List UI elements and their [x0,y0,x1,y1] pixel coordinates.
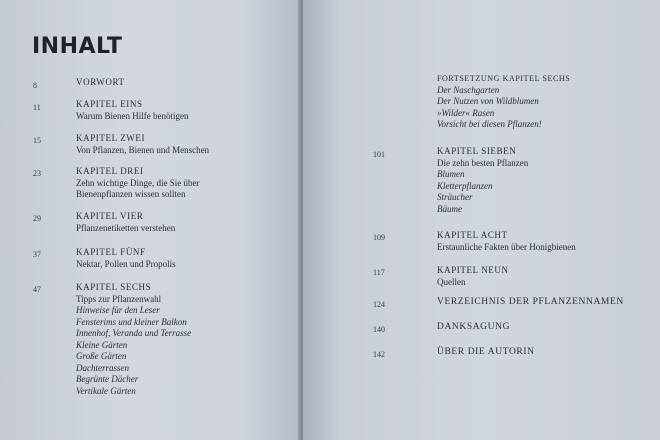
toc-subtitle: Nektar, Pollen und Propolis [76,258,176,269]
toc-heading: KAPITEL FÜNF [76,247,146,257]
toc-heading: KAPITEL EINS [76,99,143,109]
page-title: INHALT [32,34,123,59]
page-number: 15 [33,136,41,145]
toc-heading: KAPITEL VIER [76,211,144,221]
toc-section: Bäume [437,203,462,214]
page-number: 37 [33,250,41,259]
toc-entry-kapitel-sechs [76,282,191,397]
page-number: 124 [373,300,385,309]
page-number: 47 [33,285,41,294]
toc-heading: KAPITEL DREI [76,166,144,176]
toc-section: Vorsicht bei diesen Pflanzen! [437,119,542,129]
toc-section: Große Gärten [76,351,127,361]
toc-entry-ueber-die-autorin [437,347,535,359]
toc-section: Fensterims und kleiner Balkon [76,316,187,327]
toc-section: Dachterrassen [76,362,129,373]
toc-heading: KAPITEL NEUN [437,265,509,275]
toc-section: Blumen [437,169,465,179]
page-number: 11 [33,103,41,112]
toc-entry-kapitel-eins [76,99,189,122]
toc-entry-kapitel-neun [437,265,509,288]
page-number: 142 [373,350,385,359]
toc-subtitle: Von Pflanzen, Bienen und Menschen [76,144,210,155]
toc-entry-verzeichnis [437,297,624,309]
toc-heading: KAPITEL ZWEI [76,133,146,143]
page-number: 109 [373,233,385,242]
toc-entry-kapitel-zwei [76,133,209,156]
toc-subtitle: Die zehn besten Pflanzen [437,157,529,168]
toc-subtitle: Quellen [437,276,466,287]
page-number: 101 [373,150,385,159]
toc-heading: FORTSETZUNG KAPITEL SECHS [437,74,571,83]
toc-subtitle: Erstaunliche Fakten über Honigbienen [437,241,576,252]
toc-section: Vertikale Gärten [76,385,136,396]
right-page [303,0,660,440]
page-number: 140 [373,325,385,334]
left-page [0,0,300,440]
toc-heading: KAPITEL SIEBEN [437,146,517,156]
toc-heading: VERZEICHNIS DER PFLANZENNAMEN [437,297,624,307]
toc-subtitle: Tipps zur Pflanzenwahl [76,293,162,304]
toc-section: Der Nutzen von Wildblumen [437,96,539,106]
toc-entry-kapitel-acht [437,230,576,253]
toc-subtitle: Warum Bienen Hilfe benötigen [76,110,189,121]
toc-section: Begrünte Dächer [76,374,139,384]
toc-entry-kapitel-drei [76,166,199,201]
toc-heading: ÜBER DIE AUTORIN [437,347,535,357]
toc-entry-vorwort [76,77,125,89]
toc-section: Sträucher [437,192,473,202]
page-number: 23 [33,169,41,178]
toc-entry-danksagung [437,322,510,334]
toc-heading: DANKSAGUNG [437,322,511,332]
page-number: 117 [373,268,385,277]
toc-heading: KAPITEL SECHS [76,282,152,292]
toc-continuation [437,73,570,131]
toc-subtitle: Bienenpflanzen wissen sollten [76,189,186,199]
page-number: 8 [33,81,37,90]
toc-subtitle: Zehn wichtige Dinge, die Sie über [76,177,200,188]
toc-heading: KAPITEL ACHT [437,230,508,240]
toc-section: Innenhof, Veranda und Terrasse [76,328,192,338]
toc-entry-kapitel-sieben [437,146,528,215]
toc-section: Der Naschgarten [437,84,500,95]
toc-entry-kapitel-vier [76,211,175,234]
toc-section: »Wilder« Rasen [437,107,495,118]
toc-entry-kapitel-fuenf [76,247,176,270]
toc-subtitle: Pflanzenetiketten verstehen [76,222,176,233]
toc-heading: VORWORT [76,77,125,87]
toc-section: Kleine Gärten [76,339,128,350]
page-number: 29 [33,214,41,223]
toc-section: Hinweise für den Leser [76,305,160,315]
toc-section: Kletterpflanzen [437,180,493,191]
